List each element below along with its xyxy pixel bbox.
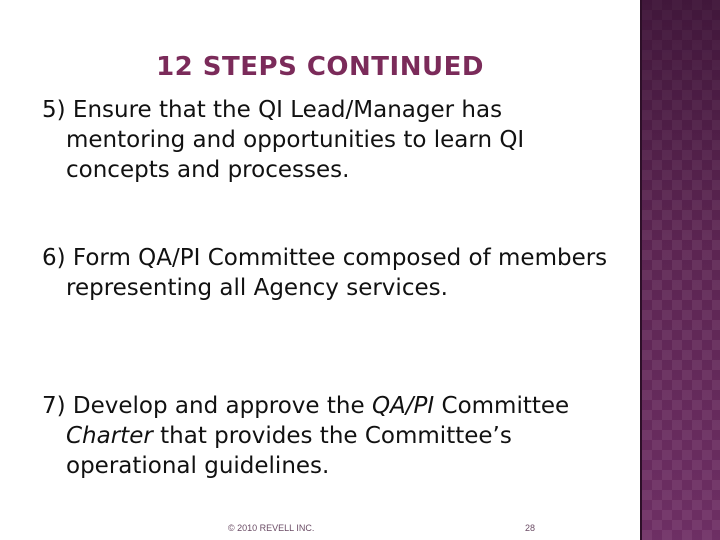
footer-page-number: 28 bbox=[525, 523, 536, 533]
footer-copyright: © 2010 REVELL INC. bbox=[228, 523, 315, 533]
item-italic-text: QA/PI bbox=[371, 393, 435, 419]
slide-title: 12 STEPS CONTINUED bbox=[156, 52, 484, 82]
item-text: that provides the Committee’s operational guidelines. bbox=[66, 423, 512, 479]
item-text: 7) Develop and approve the bbox=[42, 393, 372, 419]
list-item: 5) Ensure that the QI Lead/Manager has mentoring and opportunities to learn QI concepts and processes. bbox=[42, 97, 525, 183]
list-item bbox=[42, 391, 626, 481]
list-item: 6) Form QA/PI Committee composed of members representing all Agency services. bbox=[42, 245, 608, 301]
item-italic-text: Charter bbox=[66, 423, 153, 449]
decorative-side-panel bbox=[642, 0, 720, 540]
item-text: Committee bbox=[434, 393, 570, 419]
